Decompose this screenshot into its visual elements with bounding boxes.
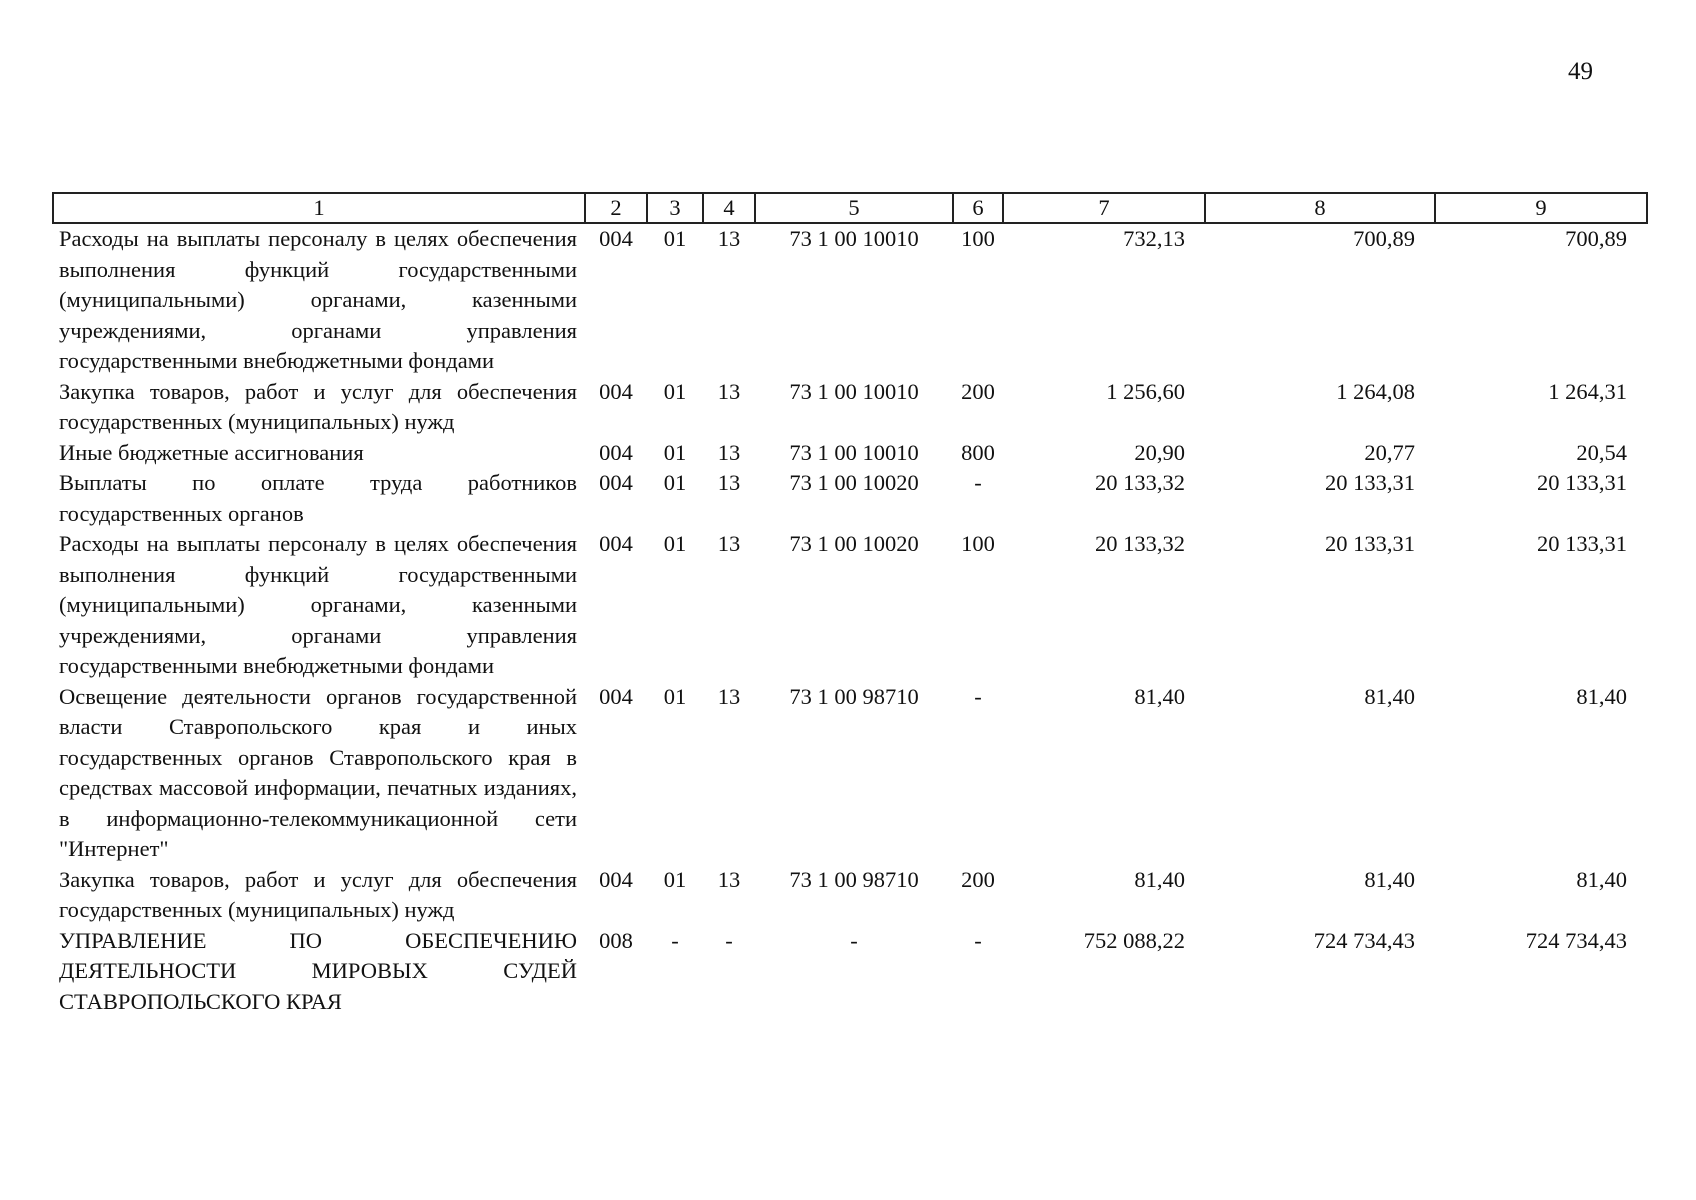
target-code: 73 1 00 98710 xyxy=(789,683,919,709)
table-row xyxy=(53,223,1647,377)
table-row xyxy=(53,865,1647,926)
subsection-code: - xyxy=(725,927,733,953)
amount-year3: 20 133,31 xyxy=(1537,470,1627,495)
amount-year2: 81,40 xyxy=(1364,866,1415,892)
section-code: 01 xyxy=(663,866,687,892)
target-code: - xyxy=(850,927,858,953)
amount-year1: 81,40 xyxy=(1134,866,1185,892)
table-row xyxy=(53,926,1647,1018)
section-code: 01 xyxy=(663,683,687,709)
amount-year3: 20 133,31 xyxy=(1537,531,1627,556)
column-header: 9 xyxy=(1435,193,1647,223)
subsection-code: 13 xyxy=(717,226,741,251)
table-row xyxy=(53,468,1647,529)
amount-year1: 752 088,22 xyxy=(1083,927,1185,953)
target-code: 73 1 00 10010 xyxy=(789,439,919,465)
amount-year3: 1 264,31 xyxy=(1548,378,1627,404)
target-code: 73 1 00 10020 xyxy=(789,470,919,495)
subsection-code: 13 xyxy=(717,531,741,556)
table-row xyxy=(53,438,1647,469)
amount-year2: 81,40 xyxy=(1364,683,1415,709)
amount-year2: 724 734,43 xyxy=(1313,927,1415,953)
column-header: 8 xyxy=(1205,193,1435,223)
amount-year1: 20 133,32 xyxy=(1095,470,1185,495)
section-code: 01 xyxy=(663,531,687,556)
target-code: 73 1 00 10010 xyxy=(789,378,919,404)
amount-year3: 700,89 xyxy=(1565,226,1627,251)
amount-year2: 20,77 xyxy=(1364,439,1415,465)
expense-type-code: 100 xyxy=(961,226,995,251)
row-name: Иные бюджетные ассигнования xyxy=(59,439,364,465)
ministry-code: 008 xyxy=(599,927,633,953)
column-header: 3 xyxy=(647,193,703,223)
table-row xyxy=(53,377,1647,438)
subsection-code: 13 xyxy=(717,439,741,465)
amount-year3: 81,40 xyxy=(1576,683,1627,709)
target-code: 73 1 00 10010 xyxy=(789,226,919,251)
ministry-code: 004 xyxy=(599,378,633,404)
row-name: Освещение деятельности органов государственной власти Ставропольского края и иных государственных органов Ставропольского края в средствах массовой информации, печатных изданиях, в информационно-телекоммуникационной сети "Интернет" xyxy=(59,683,577,861)
amount-year1: 1 256,60 xyxy=(1106,378,1185,404)
subsection-code: 13 xyxy=(717,470,741,495)
budget-table xyxy=(52,192,1648,1017)
amount-year3: 20,54 xyxy=(1576,439,1627,465)
ministry-code: 004 xyxy=(599,531,633,556)
ministry-code: 004 xyxy=(599,439,633,465)
ministry-code: 004 xyxy=(599,226,633,251)
target-code: 73 1 00 10020 xyxy=(789,531,919,556)
row-name: Расходы на выплаты персоналу в целях обеспечения выполнения функций государственными (муниципальными) органами, казенными учреждениями, органами управления государственными внебюджетными фондами xyxy=(59,531,577,678)
page-number: 49 xyxy=(1568,58,1593,85)
ministry-code: 004 xyxy=(599,470,633,495)
expense-type-code: 100 xyxy=(961,531,995,556)
column-header: 2 xyxy=(585,193,647,223)
subsection-code: 13 xyxy=(717,866,741,892)
table-row xyxy=(53,682,1647,865)
amount-year2: 1 264,08 xyxy=(1336,378,1415,404)
amount-year1: 20,90 xyxy=(1134,439,1185,465)
column-header: 7 xyxy=(1003,193,1205,223)
target-code: 73 1 00 98710 xyxy=(789,866,919,892)
row-name: УПРАВЛЕНИЕ ПО ОБЕСПЕЧЕНИЮ ДЕЯТЕЛЬНОСТИ МИРОВЫХ СУДЕЙ СТАВРОПОЛЬСКОГО КРАЯ xyxy=(59,927,577,1014)
amount-year3: 81,40 xyxy=(1576,866,1627,892)
row-name: Закупка товаров, работ и услуг для обеспечения государственных (муниципальных) нужд xyxy=(59,866,577,922)
column-header: 1 xyxy=(53,193,585,223)
table-header-row xyxy=(53,193,1647,223)
row-name: Расходы на выплаты персоналу в целях обеспечения выполнения функций государственными (муниципальными) органами, казенными учреждениями, органами управления государственными внебюджетными фондами xyxy=(59,226,577,373)
ministry-code: 004 xyxy=(599,683,633,709)
subsection-code: 13 xyxy=(717,378,741,404)
row-name: Закупка товаров, работ и услуг для обеспечения государственных (муниципальных) нужд xyxy=(59,378,577,434)
column-header: 6 xyxy=(953,193,1003,223)
expense-type-code: - xyxy=(974,470,982,495)
expense-type-code: 200 xyxy=(961,378,995,404)
amount-year1: 81,40 xyxy=(1134,683,1185,709)
amount-year1: 732,13 xyxy=(1123,226,1185,251)
section-code: 01 xyxy=(663,378,687,404)
expense-type-code: - xyxy=(974,927,982,953)
subsection-code: 13 xyxy=(717,683,741,709)
amount-year2: 20 133,31 xyxy=(1325,470,1415,495)
amount-year1: 20 133,32 xyxy=(1095,531,1185,556)
expense-type-code: - xyxy=(974,683,982,709)
column-header: 5 xyxy=(755,193,953,223)
amount-year3: 724 734,43 xyxy=(1525,927,1627,953)
expense-type-code: 200 xyxy=(961,866,995,892)
section-code: 01 xyxy=(663,470,687,495)
section-code: 01 xyxy=(663,226,687,251)
table-row xyxy=(53,529,1647,682)
expense-type-code: 800 xyxy=(961,439,995,465)
section-code: 01 xyxy=(663,439,687,465)
column-header: 4 xyxy=(703,193,755,223)
row-name: Выплаты по оплате труда работников государственных органов xyxy=(59,470,577,526)
amount-year2: 700,89 xyxy=(1353,226,1415,251)
amount-year2: 20 133,31 xyxy=(1325,531,1415,556)
section-code: - xyxy=(671,927,679,953)
ministry-code: 004 xyxy=(599,866,633,892)
